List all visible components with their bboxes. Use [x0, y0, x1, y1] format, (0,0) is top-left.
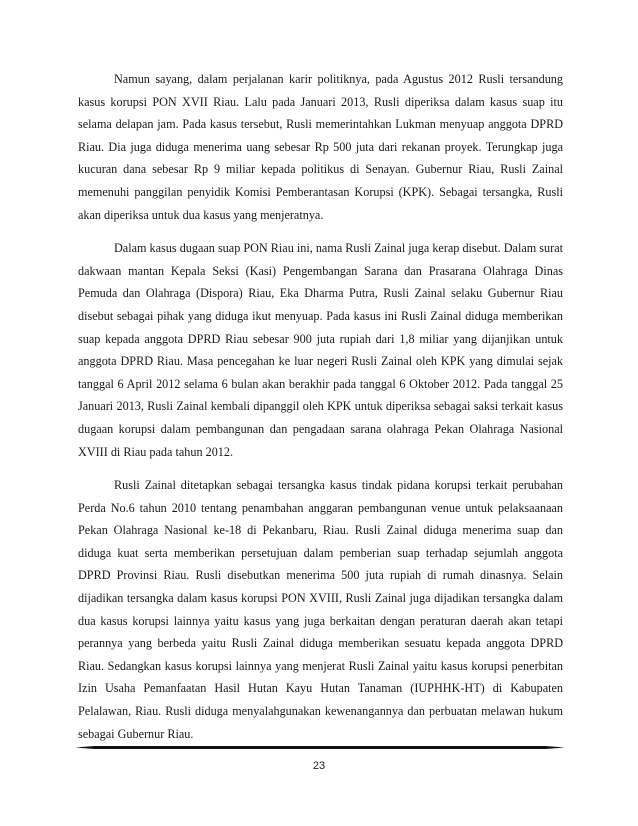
paragraph-3: Rusli Zainal ditetapkan sebagai tersangka kasus tindak pidana korupsi terkait perubahan Perda No.6 tahun 2010 tentang penambahan anggaran pembangunan venue untuk pelaksaanaan Pekan Olahraga Nasional ke-18 di Pekanbaru, Riau. Rusli Zainal diduga menerima suap dan diduga kuat serta memberikan persetujuan dalam pemberian suap terhadap sejumlah anggota DPRD Provinsi Riau. Rusli disebutkan menerima 500 juta rupiah di rumah dinasnya. Selain dijadikan tersangka dalam kasus korupsi PON XVIII, Rusli Zainal juga dijadikan tersangka dalam dua kasus korupsi lainnya yaitu kasus yang juga berkaitan dengan peraturan daerah akan tetapi perannya yang berbeda yaitu Rusli Zainal diduga memberikan sesuatu kepada anggota DPRD Riau. Sedangkan kasus korupsi lainnya yang menjerat Rusli Zainal yaitu kasus korupsi penerbitan Izin Usaha Pemanfaatan Hasil Hutan Kayu Hutan Tanaman (IUPHHK-HT) di Kabupaten Pelalawan, Riau. Rusli diduga menyalahgunakan kewenangannya dan perbuatan melawan hukum sebagai Gubernur Riau.	[78, 478, 563, 741]
body-text	[78, 68, 563, 745]
footer-divider	[75, 746, 565, 749]
page-number: 23	[312, 760, 326, 772]
paragraph-2: Dalam kasus dugaan suap PON Riau ini, nama Rusli Zainal juga kerap disebut. Dalam surat dakwaan mantan Kepala Seksi (Kasi) Pengembangan Sarana dan Prasarana Olahraga Dinas Pemuda dan Olahraga (Dispora) Riau, Eka Dharma Putra, Rusli Zainal selaku Gubernur Riau disebut sebagai pihak yang diduga ikut menyuap. Pada kasus ini Rusli Zainal diduga memberikan suap kepada anggota DPRD Riau sebesar 900 juta rupiah dari 1,8 miliar yang dijanjikan untuk anggota DPRD Riau. Masa pencegahan ke luar negeri Rusli Zainal oleh KPK yang dimulai sejak tanggal 6 April 2012 selama 6 bulan akan berakhir pada tanggal 6 Oktober 2012. Pada tanggal 25 Januari 2013, Rusli Zainal kembali dipanggil oleh KPK untuk diperiksa sebagai saksi terkait kasus dugaan korupsi dalam pembangunan dan pengadaan sarana olahraga Pekan Olahraga Nasional XVIII di Riau pada tahun 2012.	[78, 241, 563, 459]
paragraph-1: Namun sayang, dalam perjalanan karir politiknya, pada Agustus 2012 Rusli tersandung kasus korupsi PON XVII Riau. Lalu pada Januari 2013, Rusli diperiksa dalam kasus suap itu selama delapan jam. Pada kasus tersebut, Rusli memerintahkan Lukman menyuap anggota DPRD Riau. Dia juga diduga menerima uang sebesar Rp 500 juta dari rekanan proyek. Terungkap juga kucuran dana sebesar Rp 9 miliar kepada politikus di Senayan. Gubernur Riau, Rusli Zainal memenuhi panggilan penyidik Komisi Pemberantasan Korupsi (KPK). Sebagai tersangka, Rusli akan diperiksa untuk dua kasus yang menjeratnya.	[78, 72, 563, 222]
